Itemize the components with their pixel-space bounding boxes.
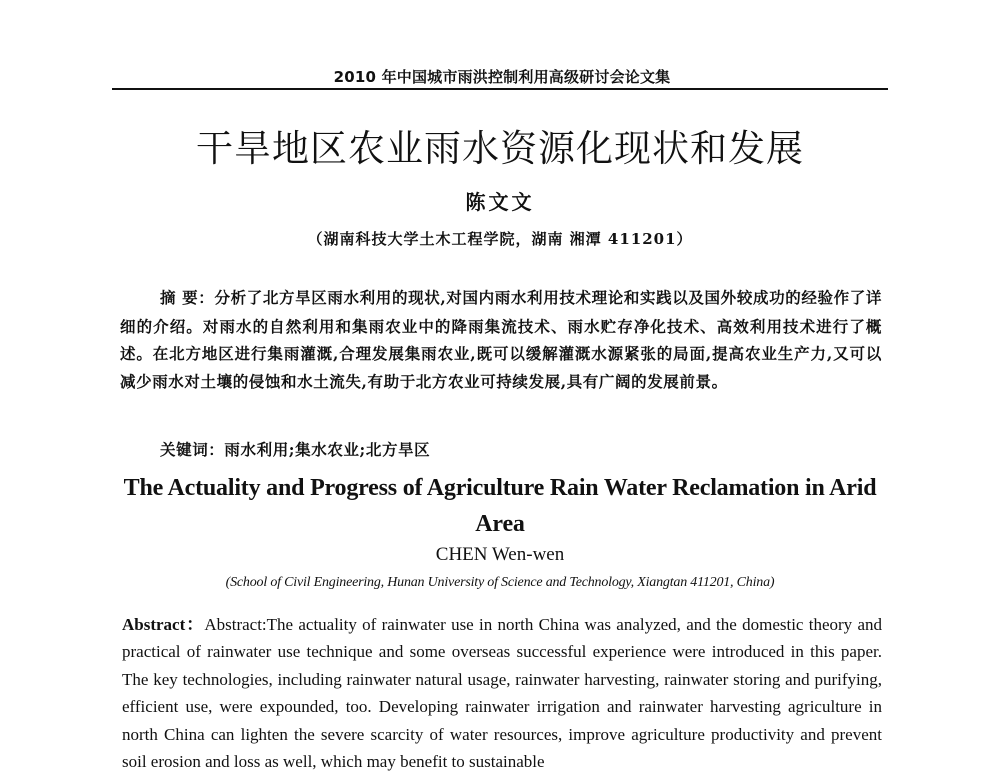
chinese-author: 陈文文 <box>465 190 535 214</box>
chinese-keywords-label: 关键词： <box>160 441 225 459</box>
chinese-abstract-label: 摘 要： <box>160 289 215 307</box>
chinese-affiliation: （湖南科技大学土木工程学院，湖南 湘潭 411201） <box>307 230 693 248</box>
chinese-abstract-text: 分析了北方旱区雨水利用的现状,对国内雨水利用技术理论和实践以及国外较成功的经验作了详细的介绍。对雨水的自然利用和集雨农业中的降雨集流技术、雨水贮存净化技术、高效利用技术进行了概述。在北方地区进行集雨灌溉,合理发展集雨农业,既可以缓解灌溉水源紧张的局面,提高农业生产力,又可以减少雨水对土壤的侵蚀和水土流失,有助于北方农业可持续发展,具有广阔的发展前景。 <box>120 288 883 391</box>
chinese-keywords <box>160 438 430 460</box>
chinese-title: 干旱地区农业雨水资源化现状和发展 <box>196 127 804 170</box>
header-rule <box>112 88 888 90</box>
english-affiliation: (School of Civil Engineering, Hunan University of Science and Technology, Xiangtan 411201, China) <box>225 575 775 590</box>
chinese-abstract <box>120 284 882 395</box>
english-abstract-label: Abstract： <box>122 615 205 634</box>
english-title: The Actuality and Progress of Agriculture Rain Water Reclamation in Arid Area <box>123 475 877 537</box>
english-abstract <box>122 611 882 775</box>
chinese-keywords-text: 雨水利用;集水农业;北方旱区 <box>224 440 431 459</box>
english-author: CHEN Wen-wen <box>435 544 565 565</box>
running-header: 2010 年中国城市雨洪控制利用高级研讨会论文集 <box>333 68 671 86</box>
english-abstract-text: Abstract:The actuality of rainwater use in north China was analyzed, and the domestic theory and practical of rainwater use technique and some overseas successful experience were introduced in this paper. The key technologies, including rainwater natural usage, rainwater harvesting, rainwater storing and purifying, efficient use, were expounded, too. Developing rainwater irrigation and rainwater harvesting agriculture in north China can lighten the severe scarcity of water resources, improve agriculture productivity and prevent soil erosion and loss as well, which may benefit to sustainable <box>122 615 883 772</box>
